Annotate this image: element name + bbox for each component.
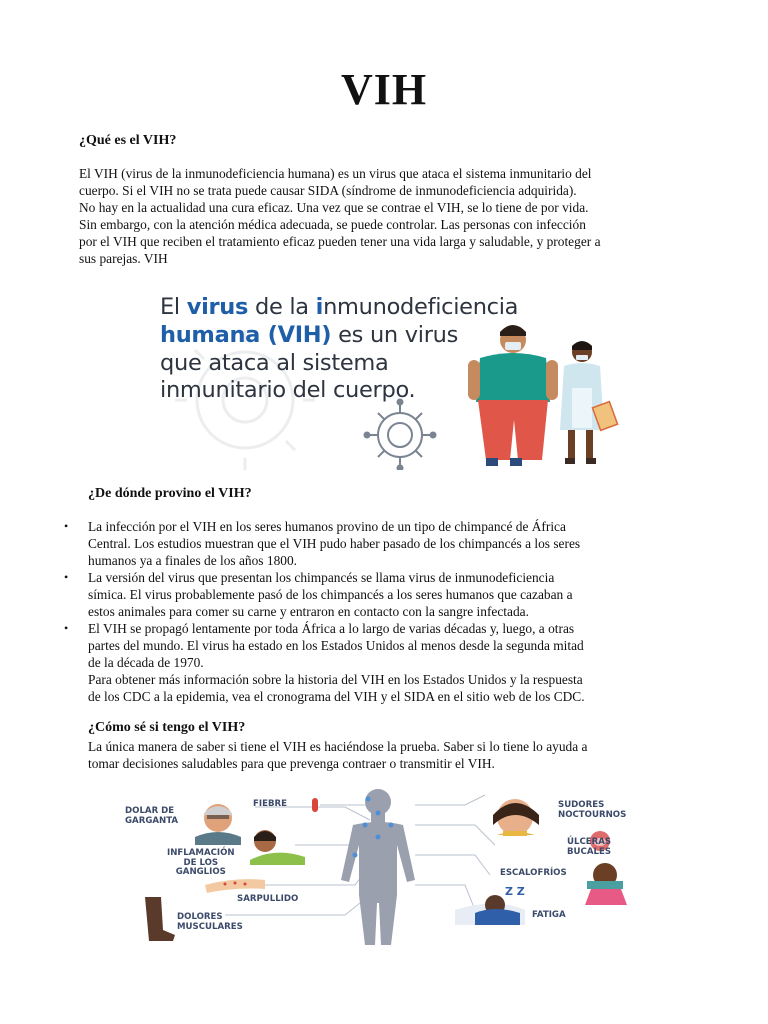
text-line: La versión del virus que presentan los chimpancés se llama virus de inmunodeficiencia [88,570,555,585]
banner-line-2: humana (VIH) es un virus [160,322,459,348]
text-line: por el VIH que reciben el tratamiento eficaz pueden tener una vida larga y saludable, y proteger a [79,234,601,250]
text-line: tomar decisiones saludables para que prevenga contraer o transmitir el VIH. [88,756,495,772]
text-line: humanos ya a finales de los años 1800. [88,553,297,569]
list-item [88,518,580,569]
label-fatiga: FATIGA [532,910,566,920]
section-heading-de-donde: ¿De dónde provino el VIH? [88,486,252,501]
text-line: cuerpo. Si el VIH no se trata puede causar SIDA (síndrome de inmunodeficiencia adquirida). [79,183,577,199]
label-dolor-garganta: DOLAR DE GARGANTA [125,806,179,826]
section-heading-que-es: ¿Qué es el VIH? [79,133,177,148]
woman-chills [585,863,627,905]
text-line: sus parejas. VIH [79,251,168,267]
woman-ganglios [250,830,305,865]
label-inflamacion-ganglios: INFLAMACIÓN DE LOS GANGLIOS [167,848,235,877]
text-line: símica. El virus probablemente pasó de los chimpancés a los seres humanos que cazaban a [88,587,573,603]
text-line: Central. Los estudios muestran que el VIH pudo haber pasado de los chimpancés a los seres [88,536,581,552]
text-line: partes del mundo. El virus ha estado en los Estados Unidos al menos desde la segunda mitad [88,638,584,654]
label-dolores-musculares: DOLORES MUSCULARES [177,912,243,932]
arm-rash [205,879,265,893]
list-item [88,569,573,620]
man-sore-throat [195,804,241,845]
woman-night-sweats [493,799,539,836]
bullet-marker: • [64,570,69,584]
text-line: Sin embargo, con la atención médica adecuada, se puede controlar. Las personas con infección [79,217,586,233]
doctor-figure [560,341,618,464]
text-line: de los CDC a la epidemia, vea el cronograma del VIH y el SIDA en el sitio web de los CDC. [88,689,585,705]
label-ulceras-bucales: ÚLCERAS BUCALES [567,837,612,857]
text-line: La única manera de saber si tiene el VIH es haciéndose la prueba. Saber si lo tiene lo ayuda a [88,739,588,754]
section-heading-como-se: ¿Cómo sé si tengo el VIH? [88,720,246,735]
label-sarpullido: SARPULLIDO [237,894,299,904]
text-line: No hay en la actualidad una cura eficaz. Una vez que se contrae el VIH, se lo tiene de por vida. [79,200,589,216]
banner-line-1: El virus de la inmunodeficiencia [160,294,519,320]
sleep-zz-icon: Z Z [505,885,525,898]
text-line: Para obtener más información sobre la historia del VIH en los Estados Unidos y la respuesta [88,672,583,688]
bullet-marker: • [64,519,69,533]
text-line: La infección por el VIH en los seres humanos provino de un tipo de chimpancé de África [88,519,566,534]
paragraph-que-es [79,165,601,268]
list-item [88,620,585,705]
paragraph-como-se [88,738,587,772]
virus-icon [365,400,436,471]
leg-muscles [145,897,175,941]
man-fatigue [455,895,525,925]
text-line: estos animales para comer su carne y entraron en contacto con la sangre infectada. [88,604,529,620]
thermometer-icon [312,798,318,812]
label-sudores-nocturnos: SUDORES NOCTOURNOS [558,800,627,820]
text-line: El VIH se propagó lentamente por toda África a lo largo de varias décadas y, luego, a otras [88,621,575,636]
vih-banner-image [150,280,630,470]
banner-line-4: inmunitario del cuerpo. [160,377,416,403]
banner-line-3: que ataca al sistema [160,350,389,376]
label-escalofrios: ESCALOFRÍOS [500,868,567,878]
bullet-marker: • [64,621,69,635]
text-line: El VIH (virus de la inmunodeficiencia humana) es un virus que ataca el sistema inmunitario del [79,166,592,181]
symptoms-infographic [115,785,675,950]
label-fiebre: FIEBRE [253,799,287,809]
man-figure [468,325,558,466]
page-title: VIH [340,65,428,114]
text-line: de la década de 1970. [88,655,204,671]
